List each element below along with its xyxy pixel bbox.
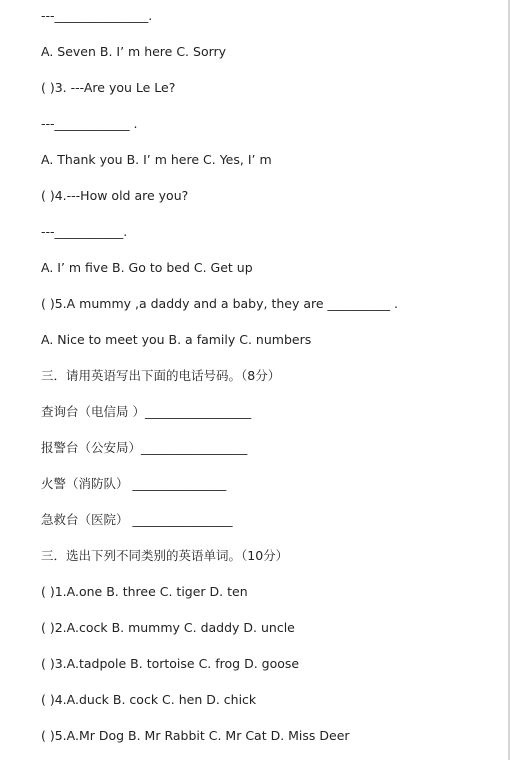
word-question-4: ( )4.A.duck B. cock C. hen D. chick (41, 692, 257, 707)
word-question-3: ( )3.A.tadpole B. tortoise C. frog D. goose (41, 656, 300, 671)
answer-blank-line: ---____________ . (41, 116, 138, 131)
options-line: A. I’ m five B. Go to bed C. Get up (41, 260, 253, 275)
options-line: A. Seven B. I’ m here C. Sorry (41, 44, 227, 59)
question-5: ( )5.A mummy ,a daddy and a baby, they are __________ . (41, 296, 398, 311)
answer-blank-line: ---___________. (41, 224, 128, 239)
options-line: A. Thank you B. I’ m here C. Yes, I’ m (41, 152, 272, 167)
phone-item: 火警（消防队） _______________ (41, 476, 227, 491)
phone-item: 查询台（电信局 ）_________________ (41, 404, 252, 419)
question-4: ( )4.---How old are you? (41, 188, 189, 203)
section-heading: 三．选出下列不同类别的英语单词。（10分） (41, 548, 289, 563)
answer-blank-line: ---_______________. (41, 8, 153, 23)
word-question-1: ( )1.A.one B. three C. tiger D. ten (41, 584, 248, 599)
word-question-5: ( )5.A.Mr Dog B. Mr Rabbit C. Mr Cat D. Miss Deer (41, 728, 350, 743)
phone-item: 报警台（公安局）_________________ (41, 440, 248, 455)
options-line: A. Nice to meet you B. a family C. numbers (41, 332, 312, 347)
phone-item: 急救台（医院） ________________ (41, 512, 233, 527)
question-3: ( )3. ---Are you Le Le? (41, 80, 176, 95)
word-question-2: ( )2.A.cock B. mummy C. daddy D. uncle (41, 620, 295, 635)
section-heading: 三．请用英语写出下面的电话号码。（8分） (41, 368, 281, 383)
